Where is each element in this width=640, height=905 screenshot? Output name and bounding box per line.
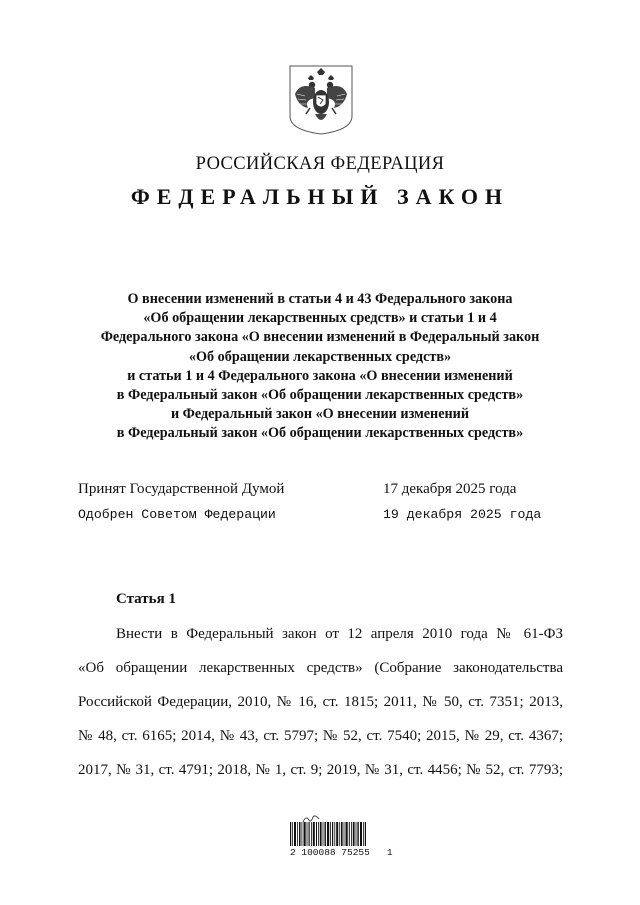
article-text-line: Российской Федерации, 2010, № 16, ст. 1815; 2011, № 50, ст. 7351; 2013, (78, 694, 563, 710)
adoption-block (78, 481, 558, 533)
approval-council-row (78, 507, 558, 533)
approval-date: 19 декабря 2025 года (383, 507, 542, 522)
adoption-date: 17 декабря 2025 года (383, 481, 517, 497)
document-type: ФЕДЕРАЛЬНЫЙ ЗАКОН (130, 184, 510, 209)
article-text-line: «Об обращении лекарственных средств» (Собрание законодательства (78, 660, 563, 676)
law-title (0, 290, 640, 444)
title-line: «Об обращении лекарственных средств» и статьи 1 и 4 (143, 310, 497, 327)
title-line: и статьи 1 и 4 Федерального закона «О внесении изменений (127, 367, 513, 384)
title-line: О внесении изменений в статьи 4 и 43 Федерального закона (127, 291, 513, 307)
approval-label: Одобрен Советом Федерации (78, 507, 276, 522)
title-line: Федерального закона «О внесении изменений в Федеральный закон (100, 329, 540, 346)
coat-of-arms-emblem (288, 64, 354, 136)
barcode-number: 2 100088 75255 1 (290, 847, 393, 858)
barcode-icon (290, 822, 366, 846)
country-name: РОССИЙСКАЯ ФЕДЕРАЦИЯ (195, 154, 445, 174)
title-line: в Федеральный закон «Об обращении лекарственных средств» (116, 387, 524, 404)
title-line: и Федеральный закон «О внесении изменений (170, 406, 470, 423)
article-text-line: 2017, № 31, ст. 4791; 2018, № 1, ст. 9; 2019, № 31, ст. 4456; № 52, ст. 7793; (78, 762, 563, 778)
title-line: «Об обращении лекарственных средств» (188, 348, 452, 365)
article-heading: Статья 1 (116, 591, 176, 607)
adoption-duma-row (78, 481, 558, 507)
title-line: в Федеральный закон «Об обращении лекарственных средств» (116, 425, 524, 442)
article-body (78, 623, 563, 793)
article-text-line: № 48, ст. 6165; 2014, № 43, ст. 5797; № 52, ст. 7540; 2015, № 29, ст. 4367; (78, 728, 563, 744)
adoption-label: Принят Государственной Думой (78, 481, 285, 497)
article-text-line: Внести в Федеральный закон от 12 апреля 2010 года № 61-ФЗ (116, 626, 563, 642)
